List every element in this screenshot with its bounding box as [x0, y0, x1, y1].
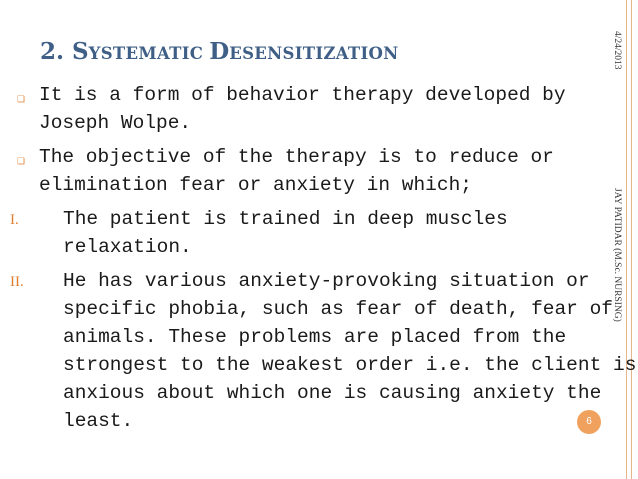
bullet-line: It is a form of behavior therapy developed by: [39, 84, 566, 106]
bullet-marker-icon: ❏: [17, 153, 25, 168]
bullet-line: The objective of the therapy is to reduce or: [39, 146, 554, 168]
numbered-line: least.: [63, 410, 134, 432]
numbered-line: relaxation.: [63, 236, 192, 258]
slide-title: 2. SYSTEMATIC DESENSITIZATION: [40, 38, 399, 65]
bullet-line: Joseph Wolpe.: [39, 112, 192, 134]
bullet-line: elimination fear or anxiety in which;: [39, 174, 472, 196]
roman-numeral: I.: [10, 212, 19, 228]
right-border-line-2: [631, 0, 632, 479]
side-date: 4/24/2013: [612, 31, 622, 70]
numbered-line: He has various anxiety-provoking situation or: [63, 270, 590, 292]
roman-numeral: II.: [10, 274, 24, 290]
numbered-line: strongest to the weakest order i.e. the client is: [63, 354, 637, 376]
page-number-badge: 6: [577, 410, 601, 434]
numbered-line: anxious about which one is causing anxiety the: [63, 382, 602, 404]
bullet-marker-icon: ❏: [17, 91, 25, 106]
numbered-line: The patient is trained in deep muscles: [63, 208, 508, 230]
numbered-line: specific phobia, such as fear of death, fear of: [63, 298, 613, 320]
right-border-line: [626, 0, 627, 479]
numbered-line: animals. These problems are placed from the: [63, 326, 567, 348]
side-author: JAY PATIDAR (M.Sc. NURSING): [612, 188, 622, 322]
